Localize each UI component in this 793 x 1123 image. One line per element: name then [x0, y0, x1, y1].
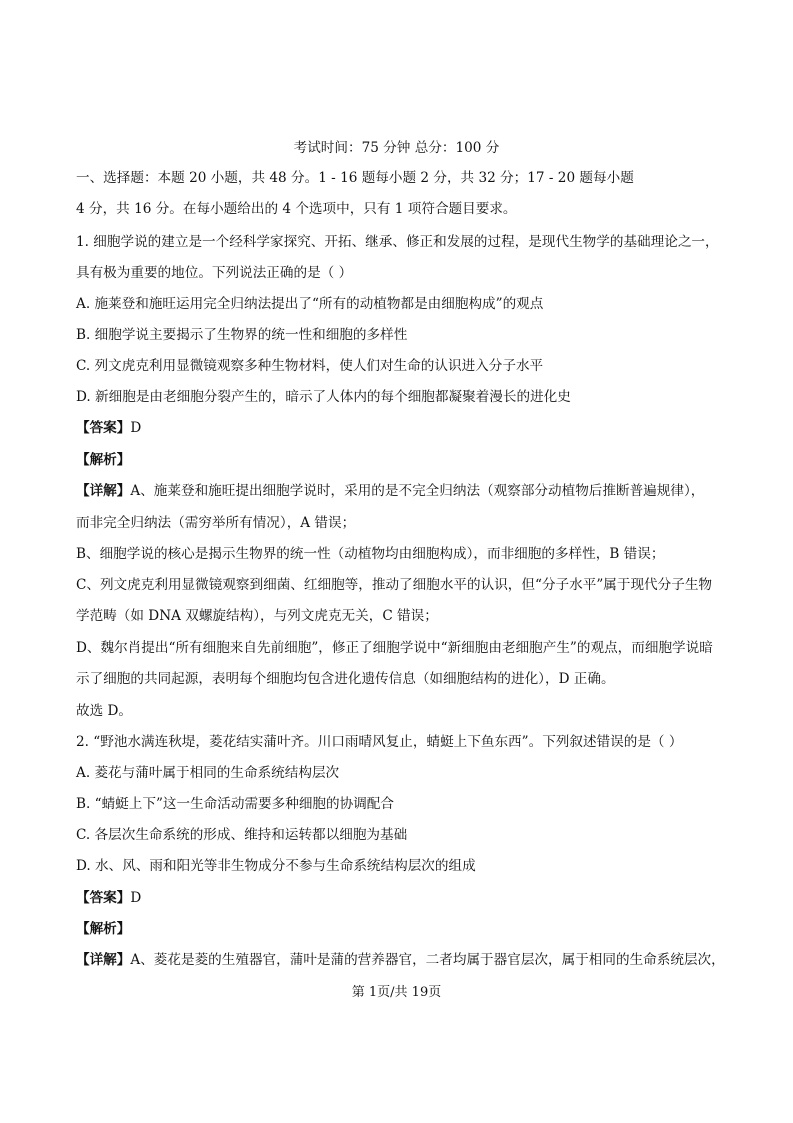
detail-tag: 【详解】	[76, 952, 131, 968]
q1-option-c: C. 列文虎克利用显微镜观察多种生物材料，使人们对生命的认识进入分子水平	[76, 358, 544, 374]
detail-text: A、施莱登和施旺提出细胞学说时，采用的是不完全归纳法（观察部分动植物后推断普遍规律），	[130, 483, 705, 499]
answer-tag: 【答案】	[76, 420, 131, 436]
q2-detail-a-line1	[76, 950, 725, 970]
q2-option-c: C. 各层次生命系统的形成、维持和运转都以细胞为基础	[76, 827, 408, 843]
q1-option-b: B. 细胞学说主要揭示了生物界的统一性和细胞的多样性	[76, 327, 408, 343]
q1-detail-d-line2: 示了细胞的共同起源，表明每个细胞均包含进化遗传信息（如细胞结构的进化），D 正确。	[76, 671, 615, 687]
q1-stem-line2: 具有极为重要的地位。下列说法正确的是（ ）	[76, 265, 353, 281]
q2-stem: 2. “野池水满连秋堤，菱花结实蒲叶齐。川口雨晴风复止，蜻蜓上下鱼东西”。下列叙述错误的是（ ）	[76, 734, 683, 750]
q1-option-d: D. 新细胞是由老细胞分裂产生的，暗示了人体内的每个细胞都凝聚着漫长的进化史	[76, 389, 571, 405]
q1-answer	[76, 418, 141, 438]
section-instructions-line2: 4 分，共 16 分。在每小题给出的 4 个选项中，只有 1 项符合题目要求。	[76, 201, 517, 217]
answer-value: D	[130, 890, 142, 906]
q1-detail-a-line2: 而非完全归纳法（需穷举所有情况），A 错误；	[76, 515, 356, 531]
q2-option-d: D. 水、风、雨和阳光等非生物成分不参与生命系统结构层次的组成	[76, 858, 476, 874]
q1-detail-a-line1	[76, 481, 704, 501]
section-instructions-line1: 一、选择题：本题 20 小题，共 48 分。1 - 16 题每小题 2 分，共 32 分；17 - 20 题每小题	[76, 170, 634, 186]
q2-option-a: A. 菱花与蒲叶属于相同的生命系统结构层次	[76, 765, 340, 781]
q1-stem-line1: 1. 细胞学说的建立是一个经科学家探究、开拓、继承、修正和发展的过程，是现代生物学的基础理论之一，	[76, 234, 719, 250]
answer-value: D	[130, 420, 142, 436]
page-footer: 第 1页/共 19页	[351, 985, 442, 1000]
q1-detail-c-line1: C、列文虎克利用显微镜观察到细菌、红细胞等，推动了细胞水平的认识，但“分子水平”属于现代分子生物	[76, 577, 713, 593]
detail-tag: 【详解】	[76, 483, 131, 499]
q2-analysis-tag: 【解析】	[76, 921, 131, 937]
q1-detail-c-line2: 学范畴（如 DNA 双螺旋结构），与列文虎克无关，C 错误；	[76, 608, 438, 624]
detail-text: A、菱花是菱的生殖器官，蒲叶是蒲的营养器官，二者均属于器官层次，属于相同的生命系统层次，	[130, 952, 725, 968]
q1-conclusion: 故选 D。	[76, 703, 133, 719]
q1-option-a: A. 施莱登和施旺运用完全归纳法提出了“所有的动植物都是由细胞构成”的观点	[76, 296, 544, 312]
q2-option-b: B. “蜻蜓上下”这一生命活动需要多种细胞的协调配合	[76, 796, 394, 812]
q1-detail-b: B、细胞学说的核心是揭示生物界的统一性（动植物均由细胞构成），而非细胞的多样性，B 错误；	[76, 546, 665, 562]
answer-tag: 【答案】	[76, 890, 131, 906]
q1-analysis-tag: 【解析】	[76, 452, 131, 468]
q2-answer	[76, 888, 141, 908]
exam-info: 考试时间：75 分钟 总分：100 分	[293, 140, 500, 156]
q1-detail-d-line1: D、魏尔肖提出“所有细胞来自先前细胞”，修正了细胞学说中“新细胞由老细胞产生”的观点，而细胞学说暗	[76, 640, 713, 656]
